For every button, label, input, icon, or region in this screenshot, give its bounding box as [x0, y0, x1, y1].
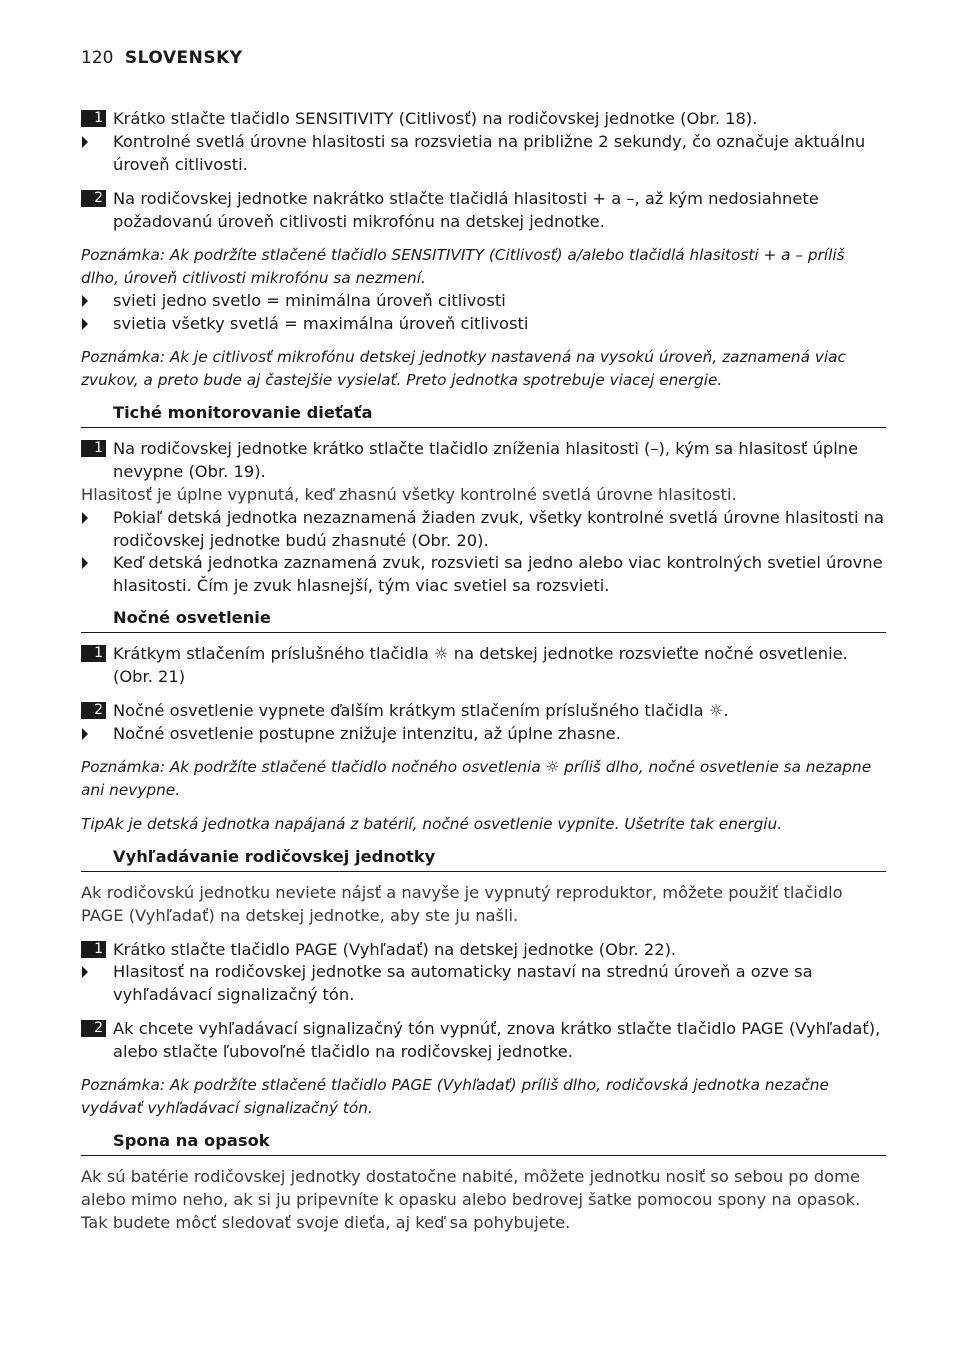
- bullet-arrow-icon: [82, 966, 88, 978]
- section-title: Nočné osvetlenie: [113, 608, 271, 627]
- bullet-text: svieti jedno svetlo = minimálna úroveň citlivosti: [113, 291, 506, 310]
- step-number-badge: 2: [81, 702, 106, 719]
- bullet-arrow-icon: [82, 728, 88, 740]
- section-heading: [81, 604, 886, 633]
- section-title: Vyhľadávanie rodičovskej jednotky: [113, 847, 436, 866]
- page-header: [81, 48, 243, 68]
- bullet-text: Hlasitosť na rodičovskej jednotke sa automaticky nastaví na strednú úroveň a ozve sa vyhľadávací signalizačný tón.: [113, 962, 813, 1004]
- step-text: Ak chcete vyhľadávací signalizačný tón vypnúť, znova krátko stlačte tlačidlo PAGE (Vyhľadať), alebo stlačte ľubovoľné tlačidlo na rodičovskej jednotke.: [113, 1019, 881, 1061]
- note-text: Poznámka: Ak je citlivosť mikrofónu detskej jednotky nastavená na vysokú úroveň, zaznamená viac zvukov, a preto bude aj častejšie vysielať. Preto jednotka spotrebuje viacej energie.: [81, 348, 846, 389]
- step-number-badge: 1: [81, 645, 106, 662]
- step-text: Na rodičovskej jednotke krátko stlačte tlačidlo zníženia hlasitosti (–), kým sa hlasitosť úplne nevypne (Obr. 19).: [113, 439, 859, 481]
- step-number-badge: 2: [81, 1020, 106, 1037]
- step-text: Nočné osvetlenie vypnete ďalším krátkym stlačením príslušného tlačidla ☼.: [113, 701, 729, 720]
- section-title: Spona na opasok: [113, 1131, 270, 1150]
- step-text: Krátko stlačte tlačidlo PAGE (Vyhľadať) na detskej jednotke (Obr. 22).: [113, 940, 677, 959]
- step-text: Na rodičovskej jednotke nakrátko stlačte tlačidlá hlasitosti + a –, až kým nedosiahnete požadovanú úroveň citlivosti mikrofónu na detskej jednotke.: [113, 189, 819, 231]
- note-text: Poznámka: Ak podržíte stlačené tlačidlo nočného osvetlenia ☼ príliš dlho, nočné osvetlenie sa nezapne ani nevypne.: [81, 758, 872, 799]
- step-text: Krátko stlačte tlačidlo SENSITIVITY (Citlivosť) na rodičovskej jednotke (Obr. 18).: [113, 109, 758, 128]
- bullet-arrow-icon: [82, 557, 88, 569]
- bullet-text: Keď detská jednotka zaznamená zvuk, rozsvieti sa jedno alebo viac kontrolných svetiel úrovne hlasitosti. Čím je zvuk hlasnejší, tým viac svetiel sa rozsvieti.: [113, 553, 883, 595]
- tip-text: TipAk je detská jednotka napájaná z batérií, nočné osvetlenie vypnite. Ušetríte tak energiu.: [81, 815, 783, 833]
- body-text: Ak rodičovskú jednotku neviete nájsť a navyše je vypnutý reproduktor, môžete použiť tlačidlo PAGE (Vyhľadať) na detskej jednotke, aby ste ju našli.: [81, 883, 843, 925]
- bullet-arrow-icon: [82, 136, 88, 148]
- section-title: Tiché monitorovanie dieťaťa: [113, 403, 373, 422]
- body-text: Ak sú batérie rodičovskej jednotky dostatočne nabité, môžete jednotku nosiť so sebou po dome alebo mimo neho, ak si ju pripevníte k opasku alebo bedrovej šatke pomocou spony na opasok. Tak budete môcť sledovať svoje dieťa, aj keď sa pohybujete.: [81, 1167, 861, 1232]
- step-text: Krátkym stlačením príslušného tlačidla ☼ na detskej jednotke rozsvieťte nočné osvetlenie. (Obr. 21): [113, 644, 848, 686]
- step-number-badge: 1: [81, 440, 106, 457]
- bullet-arrow-icon: [82, 318, 88, 330]
- bullet-text: Kontrolné svetlá úrovne hlasitosti sa rozsvietia na približne 2 sekundy, čo označuje aktuálnu úroveň citlivosti.: [113, 132, 866, 174]
- section-heading: [81, 1127, 886, 1156]
- bullet-arrow-icon: [82, 512, 88, 524]
- section-heading: [81, 843, 886, 872]
- bullet-text: Nočné osvetlenie postupne znižuje intenzitu, až úplne zhasne.: [113, 724, 621, 743]
- body-text: Hlasitosť je úplne vypnutá, keď zhasnú všetky kontrolné svetlá úrovne hlasitosti.: [81, 485, 737, 504]
- section-heading: [81, 399, 886, 428]
- bullet-text: Pokiaľ detská jednotka nezaznamená žiaden zvuk, všetky kontrolné svetlá úrovne hlasitosti na rodičovskej jednotke budú zhasnuté (Obr. 20).: [113, 508, 884, 550]
- page-number: 120: [81, 48, 114, 68]
- step-number-badge: 2: [81, 190, 106, 207]
- note-text: Poznámka: Ak podržíte stlačené tlačidlo SENSITIVITY (Citlivosť) a/alebo tlačidlá hlasitosti + a – príliš dlho, úroveň citlivosti mikrofónu sa nezmení.: [81, 246, 845, 287]
- step-number-badge: 1: [81, 110, 106, 127]
- bullet-text: svietia všetky svetlá = maximálna úroveň citlivosti: [113, 314, 529, 333]
- bullet-arrow-icon: [82, 295, 88, 307]
- language-heading: SLOVENSKY: [124, 48, 243, 68]
- step-number-badge: 1: [81, 941, 106, 958]
- note-text: Poznámka: Ak podržíte stlačené tlačidlo PAGE (Vyhľadať) príliš dlho, rodičovská jednotka nezačne vydávať vyhľadávací signalizačný tón.: [81, 1076, 829, 1117]
